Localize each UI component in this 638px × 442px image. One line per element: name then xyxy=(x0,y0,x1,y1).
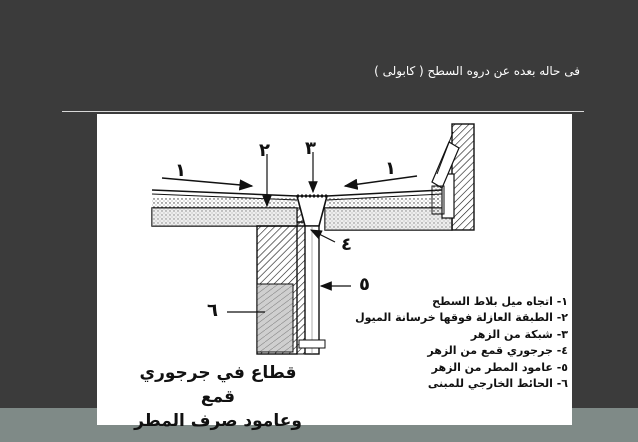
label-3: ٣ xyxy=(305,138,316,159)
legend-item: ٥- عامود المطر من الزهر xyxy=(431,360,568,374)
title-divider xyxy=(62,111,584,112)
label-2: ٢ xyxy=(259,140,270,161)
caption-line-2: وعامود صرف المطر xyxy=(134,411,302,431)
roof-drain-section-figure xyxy=(97,114,572,431)
slide-title: فى حاله بعده عن دروه السطح ( كابولى ) xyxy=(374,64,580,78)
legend-item: ٣- شبكة من الزهر xyxy=(470,327,568,341)
label-1-left: ١ xyxy=(175,160,186,181)
label-5: ٥ xyxy=(359,274,370,295)
label-1-right: ١ xyxy=(385,158,396,179)
parapet xyxy=(432,124,474,230)
legend-item: ١- اتجاه ميل بلاط السطح xyxy=(432,295,568,308)
slope-arrow-right xyxy=(345,176,417,186)
legend xyxy=(344,294,568,392)
exterior-wall xyxy=(257,208,307,354)
caption-line-1: قطاع في جرجوري قمع xyxy=(139,363,297,407)
label-6: ٦ xyxy=(207,300,218,321)
figure-caption xyxy=(133,361,303,433)
legend-item: ٢- الطبقة العازلة فوقها خرسانة الميول xyxy=(355,311,568,325)
legend-item: ٦- الحائط الخارجي للمبنى xyxy=(427,377,568,391)
legend-item: ٤- جرجوري قمع من الزهر xyxy=(427,344,568,358)
label-4: ٤ xyxy=(341,234,352,255)
